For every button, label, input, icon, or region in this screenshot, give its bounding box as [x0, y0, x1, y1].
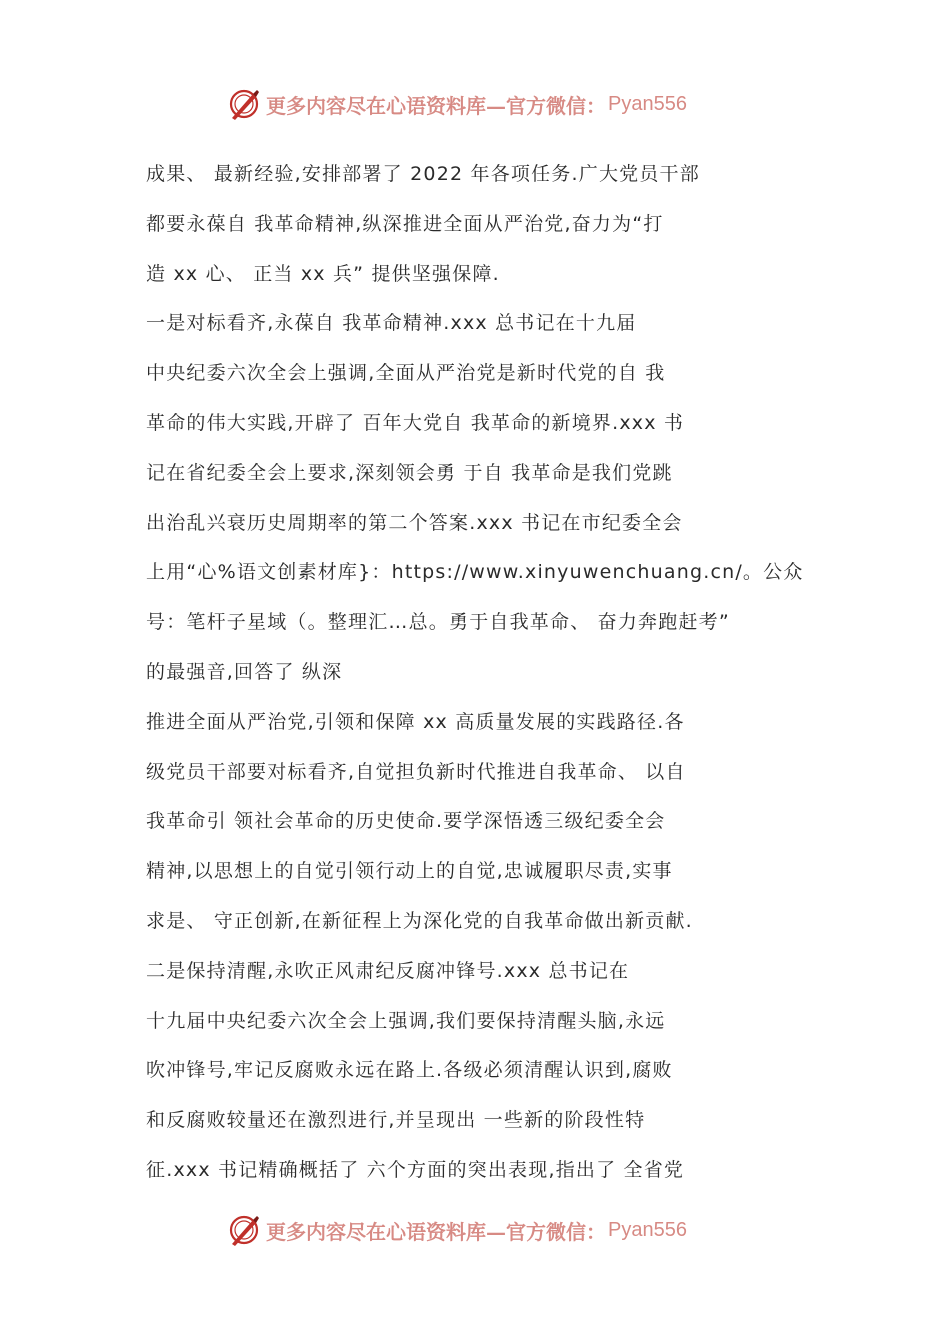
body-line: 求是、 守正创新,在新征程上为深化党的自我革命做出新贡献.: [146, 909, 693, 932]
footer-banner-text: 更多内容尽在心语资料库—官方微信：: [266, 1219, 606, 1244]
body-line: 都要永葆自 我革命精神,纵深推进全面从严治党,奋力为“打: [146, 212, 664, 235]
body-line: 吹冲锋号,牢记反腐败永远在路上.各级必须清醒认识到,腐败: [146, 1059, 673, 1082]
header-banner-id: Pyan556: [608, 92, 687, 115]
body-line: 二是保持清醒,永吹正风肃纪反腐冲锋号.xxx 总书记在: [146, 959, 630, 982]
body-line: 号：笔杆子星域（。整理汇…总。勇于自我革命、 奋力奔跑赶考”: [146, 611, 730, 634]
footer-banner: [226, 1210, 687, 1250]
body-line: 中央纪委六次全会上强调,全面从严治党是新时代党的自 我: [146, 362, 666, 385]
body-line: 成果、 最新经验,安排部署了 2022 年各项任务.广大党员干部: [146, 163, 700, 185]
body-line: 精神,以思想上的自觉引领行动上的自觉,忠诚履职尽责,实事: [146, 860, 673, 883]
body-line: 推进全面从严治党,引领和保障 xx 高质量发展的实践路径.各: [146, 710, 685, 733]
body-line: 十九届中央纪委六次全会上强调,我们要保持清醒头脑,永远: [146, 1009, 666, 1032]
body-line: 级党员干部要对标看齐,自觉担负新时代推进自我革命、 以自: [146, 760, 686, 783]
body-line: 记在省纪委全会上要求,深刻领会勇 于自 我革命是我们党跳: [146, 461, 673, 484]
header-banner: [226, 84, 687, 124]
body-line: 征.xxx 书记精确概括了 六个方面的突出表现,指出了 全省党: [146, 1158, 685, 1181]
pen-seal-logo-icon: [226, 86, 262, 122]
body-line: 我革命引 领社会革命的历史使命.要学深悟透三级纪委全会: [146, 810, 666, 833]
body-line: 的最强音,回答了 纵深: [146, 660, 343, 683]
body-line: 出治乱兴衰历史周期率的第二个答案.xxx 书记在市纪委全会: [146, 511, 683, 534]
body-line: 造 xx 心、 正当 xx 兵” 提供坚强保障.: [146, 262, 500, 285]
pen-seal-logo-icon: [226, 1212, 262, 1248]
body-line-with-link: 上用“心%语文创素材库}：https://www.xinyuwenchuang.cn/。公众: [146, 561, 804, 584]
body-line: 革命的伟大实践,开辟了 百年大党自 我革命的新境界.xxx 书: [146, 411, 685, 434]
document-body: [146, 150, 926, 1196]
body-line: 一是对标看齐,永葆自 我革命精神.xxx 总书记在十九届: [146, 312, 637, 335]
header-banner-text: 更多内容尽在心语资料库—官方微信：: [266, 93, 606, 118]
footer-banner-id: Pyan556: [608, 1218, 687, 1241]
body-line: 和反腐败较量还在激烈进行,并呈现出 一些新的阶段性特: [146, 1109, 646, 1132]
